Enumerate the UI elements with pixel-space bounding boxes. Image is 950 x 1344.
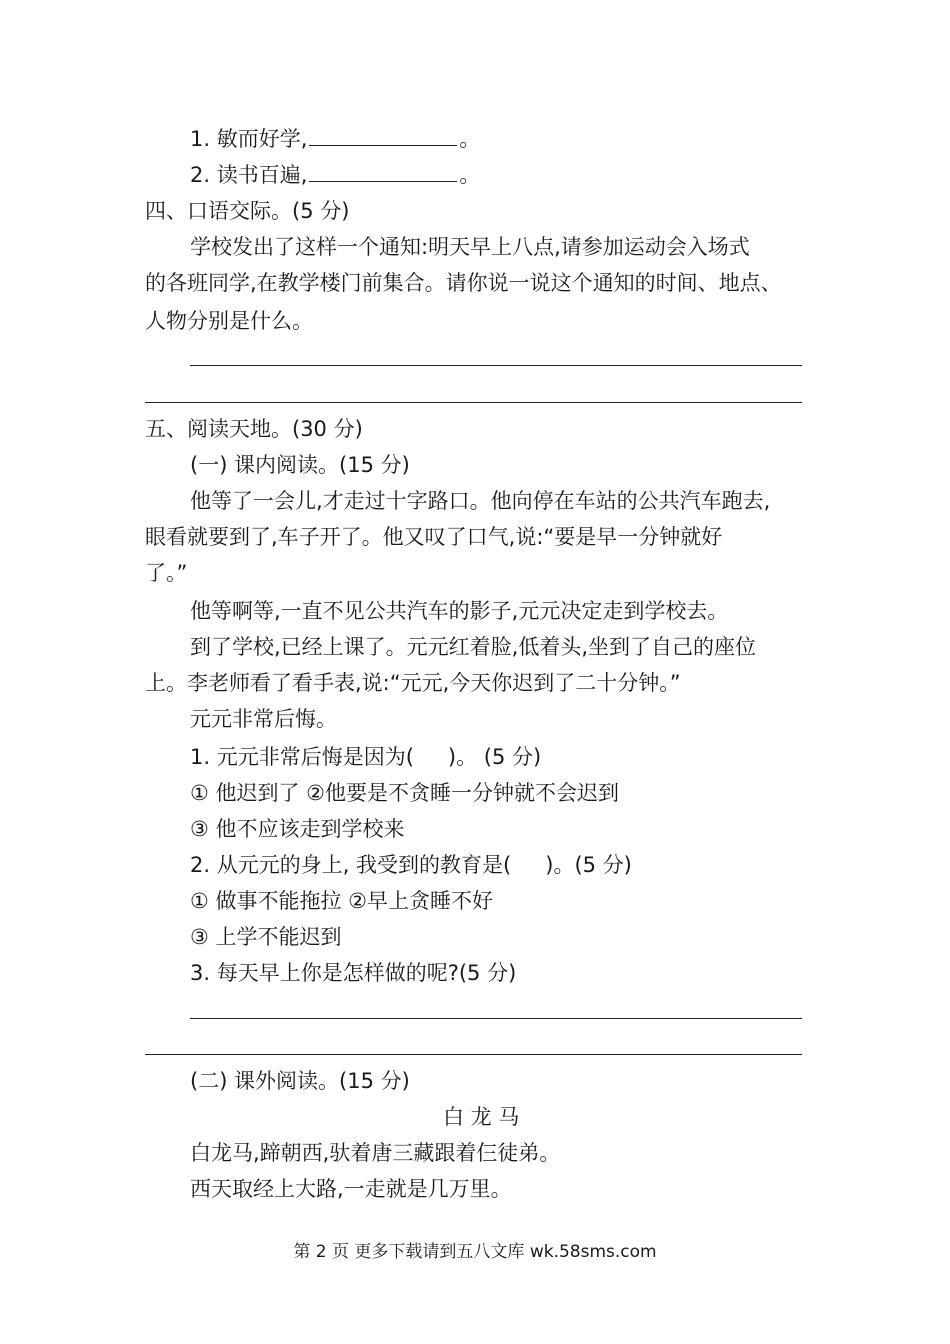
fill-blank-item-2-suffix: 。 xyxy=(459,163,481,187)
answer-blank-1[interactable] xyxy=(309,125,457,146)
passage-line: 他等了一会儿,才走过十字路口。他向停在车站的公共汽车跑去, xyxy=(190,489,771,513)
question-2-options-line-2: ③ 上学不能迟到 xyxy=(190,925,342,949)
fill-blank-item-1 xyxy=(190,124,480,154)
fill-blank-item-2-prefix: 2. 读书百遍, xyxy=(190,163,308,187)
question-1-options-line-1: ① 他迟到了 ②他要是不贪睡一分钟就不会迟到 xyxy=(190,781,620,805)
page-footer: 第 2 页 更多下载请到五八文库 wk.58sms.com xyxy=(293,1242,657,1262)
question-1 xyxy=(190,742,541,772)
answer-line-4b[interactable] xyxy=(145,402,802,403)
part-2-heading: (二) 课外阅读。(15 分) xyxy=(190,1069,410,1093)
answer-line-q3b[interactable] xyxy=(145,1054,802,1055)
question-1-suffix: )。 (5 分) xyxy=(447,745,542,769)
answer-line-4a[interactable] xyxy=(190,365,802,366)
question-3: 3. 每天早上你是怎样做的呢?(5 分) xyxy=(190,961,517,985)
section-4-heading: 四、口语交际。(5 分) xyxy=(145,199,350,223)
poem-line-2: 西天取经上大路,一走就是几万里。 xyxy=(190,1177,512,1201)
fill-blank-item-1-prefix: 1. 敏而好学, xyxy=(190,127,308,151)
part-1-heading: (一) 课内阅读。(15 分) xyxy=(190,453,410,477)
passage-line: 了。” xyxy=(145,561,188,585)
section-4-paragraph-line-1: 学校发出了这样一个通知:明天早上八点,请参加运动会入场式 xyxy=(190,235,750,259)
question-1-options-line-2: ③ 他不应该走到学校来 xyxy=(190,817,405,841)
question-2-prefix: 2. 从元元的身上, 我受到的教育是( xyxy=(190,853,512,877)
section-5-heading: 五、阅读天地。(30 分) xyxy=(145,417,363,441)
passage-line: 上。李老师看了看手表,说:“元元,今天你迟到了二十分钟。” xyxy=(145,671,681,695)
section-4-paragraph-line-3: 人物分别是什么。 xyxy=(145,309,313,333)
fill-blank-item-1-suffix: 。 xyxy=(459,127,481,151)
passage-line: 他等啊等,一直不见公共汽车的影子,元元决定走到学校去。 xyxy=(190,599,729,623)
question-2 xyxy=(190,850,632,880)
passage-line: 眼看就要到了,车子开了。他又叹了口气,说:“要是早一分钟就好 xyxy=(145,525,723,549)
section-4-paragraph-line-2: 的各班同学,在教学楼门前集合。请你说一说这个通知的时间、地点、 xyxy=(145,271,782,295)
fill-blank-item-2 xyxy=(190,160,480,190)
passage-line: 到了学校,已经上课了。元元红着脸,低着头,坐到了自己的座位 xyxy=(190,635,757,659)
question-2-options-line-1: ① 做事不能拖拉 ②早上贪睡不好 xyxy=(190,889,494,913)
poem-line-1: 白龙马,蹄朝西,驮着唐三藏跟着仨徒弟。 xyxy=(190,1141,561,1165)
poem-title: 白 龙 马 xyxy=(443,1105,520,1129)
answer-line-q3a[interactable] xyxy=(190,1018,802,1019)
passage-line: 元元非常后悔。 xyxy=(190,707,337,731)
answer-blank-2[interactable] xyxy=(309,161,457,182)
question-2-suffix: )。(5 分) xyxy=(545,853,632,877)
question-1-prefix: 1. 元元非常后悔是因为( xyxy=(190,745,414,769)
